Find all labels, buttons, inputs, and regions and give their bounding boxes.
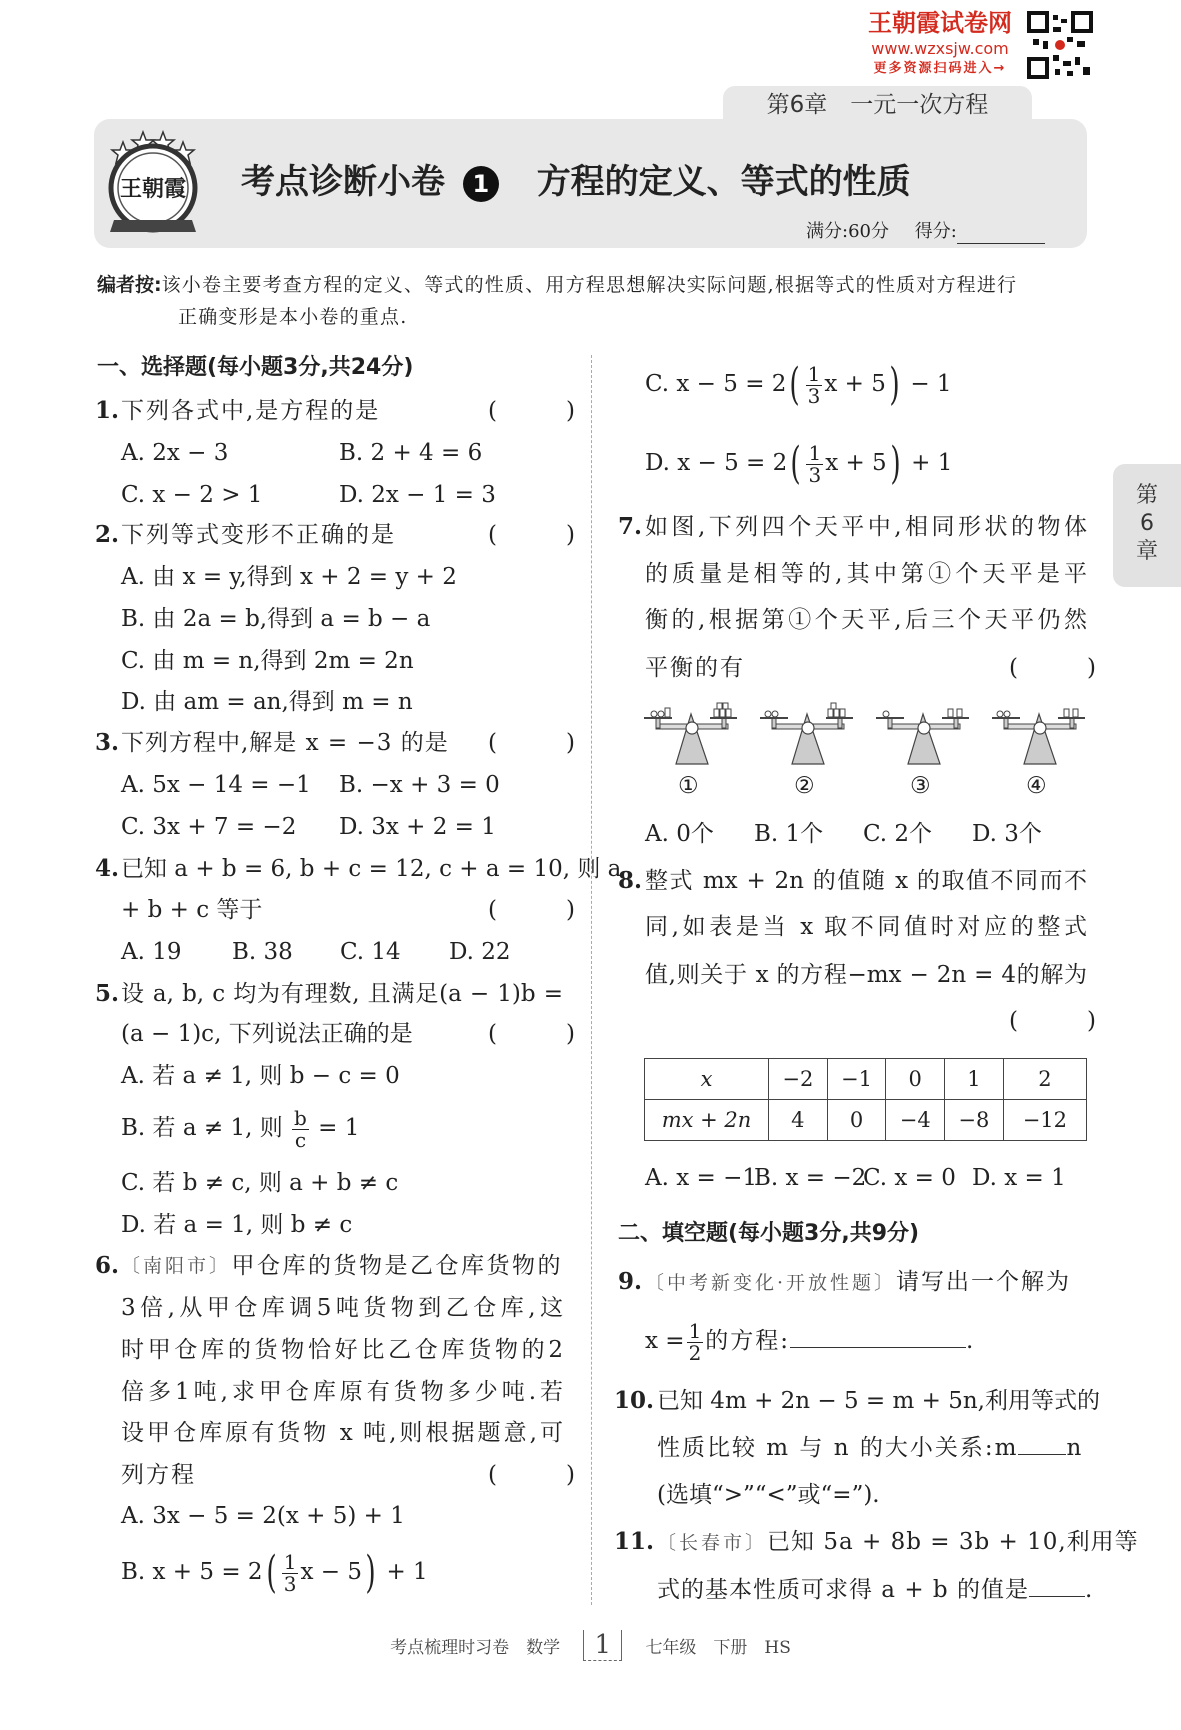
balance-scale-1 [644, 703, 737, 764]
option-c[interactable]: C. 若 b ≠ c, 则 a + b ≠ c [121, 1170, 399, 1196]
option-d[interactable]: D. x = 1 [972, 1165, 1066, 1191]
score-label: 得分: [914, 221, 957, 242]
option-a[interactable]: A. 若 a ≠ 1, 则 b − c = 0 [121, 1063, 400, 1089]
option-a[interactable]: A. x = −1 [645, 1165, 758, 1191]
fraction-denominator: 3 [807, 383, 821, 408]
table-cell: −2 [769, 1059, 828, 1100]
svg-text:王朝霞: 王朝霞 [119, 176, 187, 202]
fraction-denominator: c [294, 1127, 307, 1152]
scale-label: ③ [910, 773, 931, 799]
option-text: B. x + 5 = 2 [121, 1559, 263, 1585]
question-number: 3. [95, 729, 120, 756]
option-c[interactable] [645, 354, 952, 414]
punctuation: . [966, 1328, 974, 1354]
question-text-line: n [1066, 1435, 1084, 1461]
fraction-denominator: 2 [688, 1340, 702, 1365]
question-text: 列方程 [121, 1462, 196, 1488]
option-c[interactable]: C. 3x + 7 = −2 [121, 814, 297, 840]
balance-scale-3 [876, 709, 969, 764]
question-text-line: x = [645, 1328, 685, 1354]
option-d[interactable]: D. 3个 [972, 821, 1042, 847]
option-text: + 1 [911, 450, 953, 476]
option-text: x + 5 [825, 450, 887, 476]
punctuation: . [1084, 1577, 1094, 1603]
question-text-line: 甲仓库的货物是乙仓库货物的 [231, 1253, 563, 1279]
chapter-tab: 第6章 一元一次方程 [723, 86, 1032, 126]
option-b[interactable] [121, 1098, 359, 1158]
question-text: 下列各式中,是方程的是 [121, 398, 381, 424]
side-chapter-tab[interactable] [1113, 464, 1181, 587]
table-header-cell: x [645, 1059, 769, 1100]
section-title-fill-in: 二、填空题(每小题3分,共9分) [618, 1221, 920, 1246]
question-text [657, 1522, 1139, 1562]
question-text: (a − 1)c, 下列说法正确的是 [121, 1021, 413, 1047]
option-text: C. x − 5 = 2 [645, 371, 787, 397]
question-text: 设 a, b, c 均为有理数, 且满足(a − 1)b = [121, 981, 563, 1007]
table-cell: 4 [769, 1100, 828, 1141]
question-number: 11. [614, 1528, 655, 1555]
question-text-line: 性质比较 m 与 n 的大小关系:m [657, 1435, 1019, 1461]
table-cell: 2 [1003, 1059, 1086, 1100]
balance-scale-2 [760, 703, 853, 764]
left-paren: ( [265, 1547, 277, 1598]
question-text [645, 1262, 1071, 1302]
editor-note-line2: 正确变形是本小卷的重点. [178, 306, 408, 328]
editor-note-text: 该小卷主要考查方程的定义、等式的性质、用方程思想解决实际问题,根据等式的性质对方程进行 [161, 274, 1018, 296]
page-number: 1 [583, 1630, 622, 1661]
answer-blank[interactable] [1029, 1570, 1085, 1597]
brand-scan-hint: 更多资源扫码进入→ [873, 61, 1007, 76]
option-a[interactable]: A. 5x − 14 = −1 [121, 772, 311, 798]
side-tab-char: 6 [1140, 511, 1154, 536]
question-text: 平衡的有 [645, 655, 745, 681]
option-a[interactable]: A. 0个 [645, 821, 714, 847]
answer-bracket[interactable]: ( ) [1009, 655, 1096, 681]
option-a[interactable]: A. 2x − 3 [121, 440, 229, 466]
source-tag: 〔长春市〕 [657, 1532, 768, 1554]
option-text: − 1 [910, 371, 952, 397]
option-text: B. 若 a ≠ 1, 则 [121, 1115, 283, 1141]
question-text [121, 1246, 563, 1286]
option-a[interactable]: A. 3x − 5 = 2(x + 5) + 1 [121, 1503, 405, 1529]
option-b[interactable]: B. x = −2 [754, 1165, 867, 1191]
option-text: + 1 [386, 1559, 428, 1585]
question-text-line: 的方程: [705, 1328, 791, 1354]
table-header-cell: mx + 2n [645, 1100, 769, 1141]
option-c[interactable]: C. x = 0 [863, 1165, 956, 1191]
page-footer [0, 1630, 1181, 1661]
table-cell: −12 [1003, 1100, 1086, 1141]
quiz-number-badge: 1 [463, 166, 499, 202]
fraction [282, 1549, 299, 1596]
option-text: = 1 [318, 1115, 360, 1141]
column-divider [591, 355, 592, 1605]
side-tab-char: 章 [1135, 539, 1158, 564]
table-cell: 0 [827, 1100, 886, 1141]
answer-bracket[interactable]: ( ) [488, 1462, 575, 1488]
option-c[interactable]: C. 2个 [863, 821, 933, 847]
answer-bracket[interactable]: ( ) [488, 398, 575, 424]
question-text-line: 请写出一个解为 [896, 1269, 1072, 1295]
question-text: 下列方程中,解是 x = −3 的是 [121, 730, 449, 756]
question-text: 的质量是相等的,其中第①个天平是平 [645, 561, 1087, 587]
source-tag: 〔中考新变化·开放性题〕 [645, 1272, 897, 1294]
score-line [806, 220, 1045, 244]
fraction-denominator: 3 [283, 1571, 297, 1596]
option-b[interactable]: B. 2 + 4 = 6 [339, 440, 483, 466]
table-cell: 1 [945, 1059, 1004, 1100]
brand-name: 王朝霞试卷网 [868, 9, 1012, 37]
left-paren: ( [789, 359, 801, 410]
question-text-line: 式的基本性质可求得 a + b 的值是 [657, 1577, 1029, 1603]
answer-bracket[interactable]: ( ) [488, 1021, 575, 1047]
question-text: 如图,下列四个天平中,相同形状的物体 [645, 514, 1087, 540]
option-c[interactable]: C. x − 2 > 1 [121, 482, 263, 508]
question-text: 同,如表是当 x 取不同值时对应的整式 [645, 914, 1087, 940]
fraction [806, 361, 823, 408]
fraction [687, 1318, 704, 1365]
question-number: 7. [618, 513, 643, 540]
question-text: 已知 4m + 2n − 5 = m + 5n,利用等式的 [657, 1388, 1100, 1414]
editor-note-label: 编者按: [97, 274, 162, 296]
fraction-numerator: 1 [283, 1549, 297, 1574]
table-cell: −8 [945, 1100, 1004, 1141]
answer-bracket[interactable]: ( ) [488, 522, 575, 548]
brand-logo [852, 8, 1028, 78]
fraction-numerator: b [294, 1105, 307, 1130]
fraction [292, 1105, 309, 1152]
score-input[interactable] [957, 223, 1045, 244]
question-number: 2. [95, 521, 120, 548]
fraction-numerator: 1 [807, 361, 821, 386]
question-text: 整式 mx + 2n 的值随 x 的取值不同而不 [645, 868, 1087, 894]
publisher-seal-logo [100, 128, 206, 238]
footer-book-title: 考点梳理时习卷 数学 [390, 1638, 561, 1658]
option-b[interactable]: B. 1个 [754, 821, 824, 847]
question-text-line: 已知 5a + 8b = 3b + 10,利用等 [767, 1529, 1139, 1555]
right-paren: ) [889, 359, 900, 410]
question-text: 下列等式变形不正确的是 [121, 522, 396, 548]
right-paren: ) [890, 438, 901, 489]
question-text: + b + c 等于 [121, 897, 263, 923]
answer-bracket[interactable]: ( ) [1009, 1008, 1096, 1034]
table-cell: 0 [886, 1059, 945, 1100]
option-b[interactable]: B. −x + 3 = 0 [339, 772, 500, 798]
section-title-choice: 一、选择题(每小题3分,共24分) [97, 355, 414, 380]
qr-code-icon[interactable] [1027, 11, 1093, 79]
question-text: 3倍,从甲仓库调5吨货物到乙仓库,这 [121, 1295, 563, 1321]
table-cell: −1 [827, 1059, 886, 1100]
option-d[interactable]: D. 3x + 2 = 1 [339, 814, 496, 840]
brand-url: www.wzxsjw.com [871, 39, 1009, 58]
fraction-denominator: 3 [808, 462, 822, 487]
question-text: 时甲仓库的货物恰好比乙仓库货物的2 [121, 1337, 563, 1363]
option-c[interactable]: C. 由 m = n,得到 2m = 2n [121, 648, 414, 674]
footer-grade: 七年级 下册 HS [645, 1638, 791, 1658]
option-d[interactable]: D. 22 [449, 939, 511, 965]
answer-bracket[interactable]: ( ) [488, 730, 575, 756]
scale-label: ④ [1026, 773, 1047, 799]
fraction [806, 440, 823, 487]
option-a[interactable]: A. 19 [121, 939, 182, 965]
option-d[interactable] [645, 433, 952, 493]
balance-scales-figure [640, 700, 1090, 766]
option-b[interactable]: B. 38 [232, 939, 293, 965]
balance-scale-4 [992, 709, 1085, 764]
option-c[interactable]: C. 14 [340, 939, 401, 965]
option-a[interactable]: A. 由 x = y,得到 x + 2 = y + 2 [121, 564, 457, 590]
left-paren: ( [790, 438, 802, 489]
answer-bracket[interactable]: ( ) [488, 897, 575, 923]
quiz-title-prefix: 考点诊断小卷 [241, 162, 445, 202]
right-paren: ) [365, 1547, 376, 1598]
option-d[interactable]: D. 由 am = an,得到 m = n [121, 689, 413, 715]
question-text [657, 1428, 1083, 1468]
question-text [645, 1311, 973, 1371]
option-b[interactable] [121, 1542, 428, 1602]
side-tab-char: 第 [1135, 483, 1158, 508]
question-number: 8. [618, 867, 643, 894]
quiz-title [241, 160, 911, 204]
scale-label: ① [678, 773, 699, 799]
table-row [645, 1100, 1087, 1141]
question-number: 1. [95, 397, 120, 424]
table-row [645, 1059, 1087, 1100]
question-text: 衡的,根据第①个天平,后三个天平仍然 [645, 607, 1087, 633]
question-number: 10. [614, 1387, 655, 1414]
value-table [644, 1058, 1087, 1141]
table-cell: −4 [886, 1100, 945, 1141]
option-text: x + 5 [824, 371, 886, 397]
question-text [657, 1570, 1093, 1610]
option-d[interactable]: D. 2x − 1 = 3 [339, 482, 496, 508]
option-text: x − 5 [300, 1559, 362, 1585]
option-b[interactable]: B. 由 2a = b,得到 a = b − a [121, 606, 431, 632]
option-text: D. x − 5 = 2 [645, 450, 788, 476]
question-number: 6. [95, 1252, 120, 1279]
question-text: 设甲仓库原有货物 x 吨,则根据题意,可 [121, 1420, 563, 1446]
option-d[interactable]: D. 若 a = 1, 则 b ≠ c [121, 1212, 353, 1238]
answer-blank[interactable] [1018, 1428, 1066, 1455]
scale-label: ② [794, 773, 815, 799]
question-text: 值,则关于 x 的方程−mx − 2n = 4的解为 [645, 962, 1087, 988]
source-tag: 〔南阳市〕 [121, 1255, 232, 1277]
question-text: 倍多1吨,求甲仓库原有货物多少吨.若 [121, 1379, 563, 1405]
question-number: 4. [95, 855, 120, 882]
question-text: 已知 a + b = 6, b + c = 12, c + a = 10, 则 a [121, 856, 622, 882]
fraction-numerator: 1 [808, 440, 822, 465]
fraction-numerator: 1 [688, 1318, 702, 1343]
question-text: (选填“>”“<”或“=”). [657, 1482, 880, 1508]
question-number: 5. [95, 980, 120, 1007]
answer-blank[interactable] [790, 1321, 966, 1348]
question-number: 9. [618, 1268, 643, 1295]
quiz-title-topic: 方程的定义、等式的性质 [536, 162, 911, 202]
full-score: 满分:60分 [806, 221, 889, 242]
